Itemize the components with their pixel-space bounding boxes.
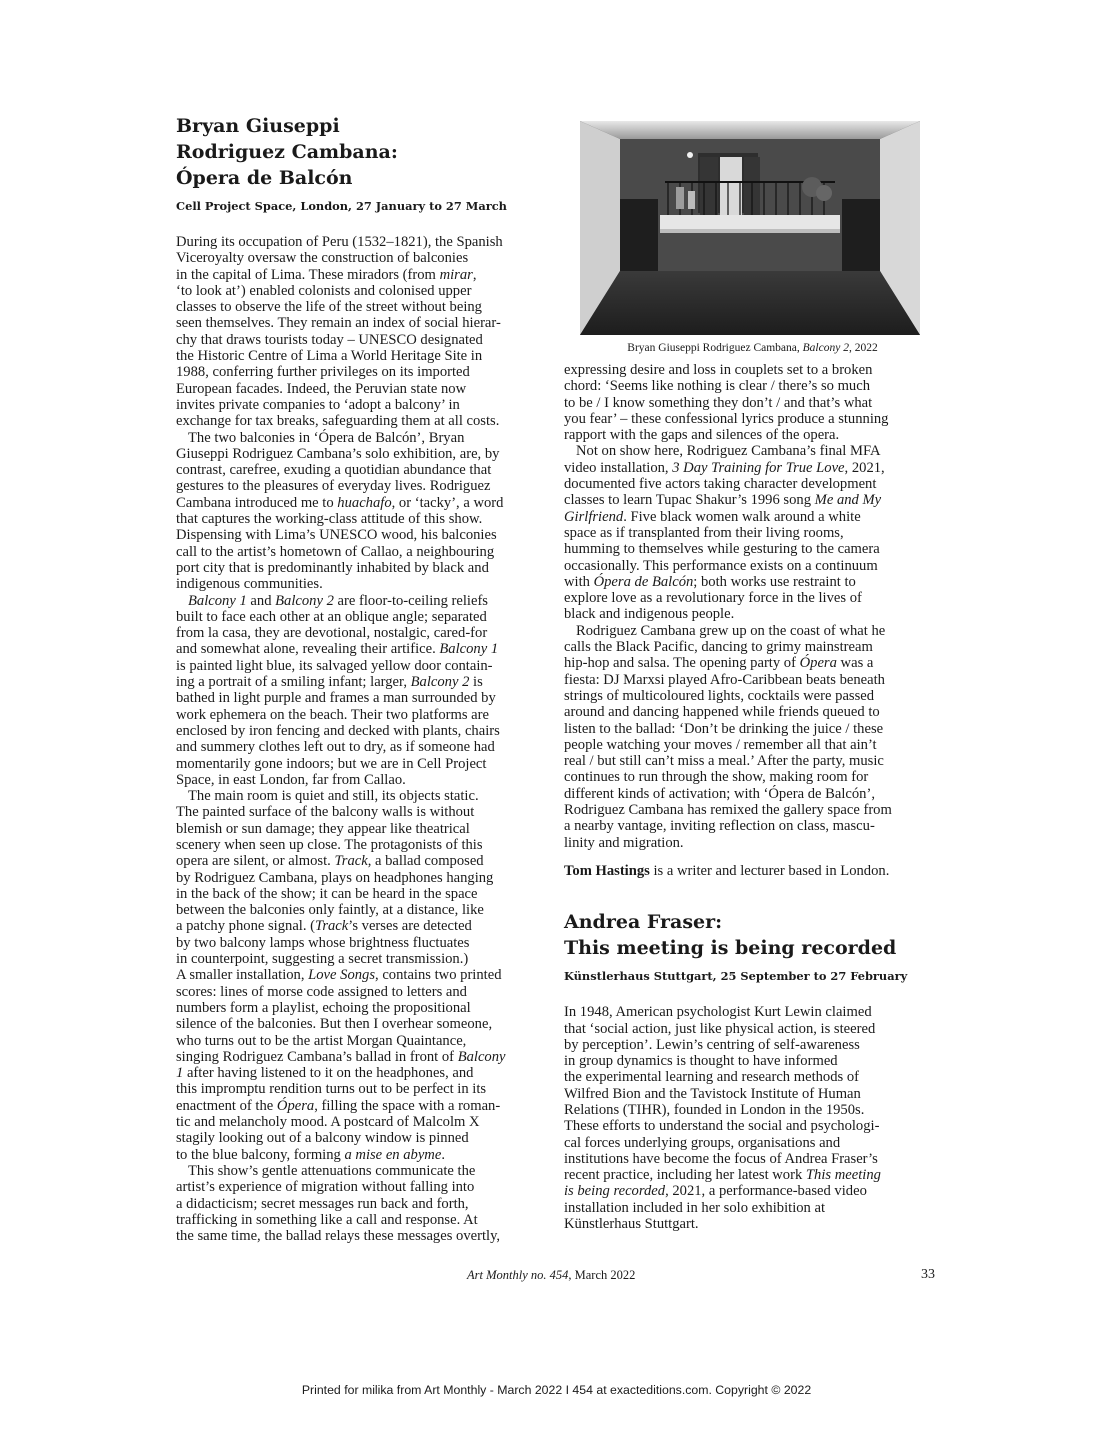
title-line: Bryan Giuseppi bbox=[176, 115, 340, 137]
body-paragraph: Balcony 1 and Balcony 2 are floor-to-ceiling reliefs built to face each other at an oblique angle; separated from la casa, they are devotional, nostalgic, cared-for and somewhat alone, revealing their artifice. Balcony 1 is painted light blue, its salvaged yellow door contain- ing a portrait of a smiling infant; larger, Balcony 2 is bathed in light purple and frames a man surrounded by work ephemera on the beach. Their two platforms are enclosed by iron fencing and decked with plants, chairs and summery clothes left out to dry, as if someone had momentarily gone indoors; but we are in Cell Project Space, in east London, far from Callao. bbox=[176, 592, 500, 788]
review-title bbox=[564, 909, 941, 961]
balcony-photo-image bbox=[580, 121, 920, 335]
body-paragraph: The main room is quiet and still, its objects static. The painted surface of the balcony walls is without blemish or sun damage; they appear like theatrical scenery when seen up close. The protagonists of this opera are silent, or almost. Track, a ballad composed by Rodriguez Cambana, plays on headphones hanging in the back of the show; it can be heard in the space between the balconies only faintly, at a distance, like a patchy phone signal. (Track’s verses are detected by two balcony lamps whose brightness fluctuates in counterpoint, suggesting a secret transmission.) A smaller installation, Love Songs, contains two printed scores: lines of morse code assigned to letters and numbers form a playlist, echoing the propositional silence of the balconies. But then I overhear someone, who turns out to be the artist Morgan Quaintance, singing Rodriguez Cambana’s ballad in front of Balcony 1 after having listened to it on the headphones, and this impromptu rendition turns out to be perfect in its enactment of the Ópera, filling the space with a roman- tic and melancholy mood. A postcard of Malcolm X stagily looking out of a balcony window is pinned to the blue balcony, forming a mise en abyme. bbox=[176, 788, 506, 1163]
title-line: Rodriguez Cambana: bbox=[176, 141, 398, 163]
body-text bbox=[564, 1004, 941, 1232]
body-text bbox=[564, 362, 941, 851]
body-paragraph: expressing desire and loss in couplets set to a broken chord: ‘Seems like nothing is clear / there’s so much to be / I know something they don’t / and that’s what you fear’ – these confessional lyrics produce a stunning rapport with the gaps and silences of the opera. bbox=[564, 362, 889, 444]
body-paragraph: Rodriguez Cambana grew up on the coast of what he calls the Black Pacific, dancing to grimy mainstream hip-hop and salsa. The opening party of Ópera was a fiesta: DJ Marxsi played Afro-Caribbean beats beneath strings of multicoloured lights, cocktails were passed around and dancing happened while friends queued to listen to the ballad: ‘Don’t be drinking the juice / these people watching your moves / remember all that ain’t real / but still can’t miss a meal.’ After the party, music continues to run through the show, making room for different kinds of activation; with ‘Ópera de Balcón’, Rodriguez Cambana has remixed the gallery space from a nearby vantage, inviting reflection on class, mascu- linity and migration. bbox=[564, 622, 892, 851]
issue-folio: Art Monthly no. 454, March 2022 bbox=[467, 1268, 636, 1282]
venue-line: Cell Project Space, London, 27 January to 27 March bbox=[176, 199, 507, 213]
title-line: Andrea Fraser: bbox=[564, 911, 723, 934]
body-paragraph: During its occupation of Peru (1532–1821), the Spanish Viceroyalty oversaw the construction of balconies in the capital of Lima. These miradors (from mirar, ‘to look at’) enabled colonists and colonised upper classes to observe the life of the street without being seen themselves. They remain an index of social hierar- chy that draws tourists today – UNESCO designated the Historic Centre of Lima a World Heritage Site in 1988, conferring further privileges on its imported European facades. Indeed, the Peruvian state now invites private companies to ‘adopt a balcony’ in exchange for tax breaks, safeguarding them at all costs. bbox=[176, 234, 503, 430]
venue-line: Künstlerhaus Stuttgart, 25 September to 27 February bbox=[564, 969, 908, 984]
body-paragraph: Not on show here, Rodriguez Cambana’s final MFA video installation, 3 Day Training for True Love, 2021, documented five actors taking character development classes to learn Tupac Shakur’s 1996 song Me and My Girlfriend. Five black women walk around a white space as if transplanted from their living rooms, humming to themselves while gesturing to the camera occasionally. This performance exists on a continuum with Ópera de Balcón; both works use restraint to explore love as a revolutionary force in the lives of black and indigenous people. bbox=[564, 443, 885, 623]
print-notice: Printed for milika from Art Monthly - March 2022 I 454 at exacteditions.com. Copyright © 2022 bbox=[301, 1383, 812, 1397]
author-name: Tom Hastings bbox=[564, 862, 650, 879]
right-column bbox=[564, 113, 941, 1232]
author-bio-text: is a writer and lecturer based in London. bbox=[649, 862, 890, 879]
photo-caption: Bryan Giuseppi Rodriguez Cambana, Balcony 2, 2022 bbox=[627, 342, 878, 354]
author-bio bbox=[564, 863, 941, 879]
left-column bbox=[176, 113, 553, 1244]
title-line: Ópera de Balcón bbox=[176, 167, 353, 189]
body-paragraph: The two balconies in ‘Ópera de Balcón’, Bryan Giuseppi Rodriguez Cambana’s solo exhibition, are, by contrast, carefree, exuding a quotidian abundance that gestures to the pleasures of everyday lives. Rodriguez Cambana introduced me to huachafo, or ‘tacky’, a word that captures the working-class attitude of this show. Dispensing with Lima’s UNESCO wood, his balconies call to the artist’s hometown of Callao, a neighbouring port city that is predominantly inhabited by black and indigenous communities. bbox=[176, 429, 504, 593]
artwork-photo bbox=[580, 121, 920, 335]
title-line: This meeting is being recorded bbox=[564, 937, 897, 960]
body-paragraph: In 1948, American psychologist Kurt Lewin claimed that ‘social action, just like physical action, is steered by perception’. Lewin’s centring of self-awareness in group dynamics is thought to have informed the experimental learning and research methods of Wilfred Bion and the Tavistock Institute of Human Relations (TIHR), founded in London in the 1950s. These efforts to understand the social and psychologi- cal forces underlying groups, organisations and institutions have become the focus of Andrea Fraser’s recent practice, including her latest work This meeting is being recorded, 2021, a performance-based video installation included in her solo exhibition at Künstlerhaus Stuttgart. bbox=[564, 1004, 881, 1233]
page-number: 33 bbox=[921, 1267, 935, 1282]
body-paragraph: This show’s gentle attenuations communicate the artist’s experience of migration without falling into a didacticism; secret messages run back and forth, trafficking in something like a call and response. At the same time, the ballad relays these messages overtly, bbox=[176, 1162, 501, 1245]
review-title bbox=[176, 113, 553, 191]
body-text bbox=[176, 234, 553, 1244]
